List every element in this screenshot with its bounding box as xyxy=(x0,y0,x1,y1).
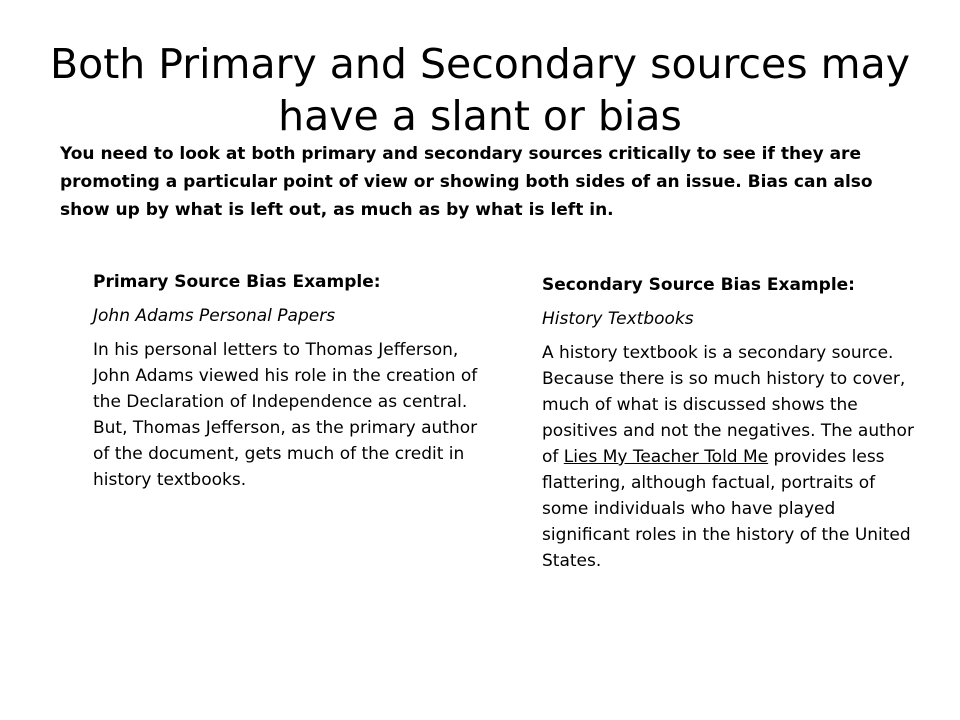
primary-heading: Primary Source Bias Example: xyxy=(93,272,381,292)
secondary-subheading: History Textbooks xyxy=(542,309,694,329)
secondary-body-after: provides less flattering, although factual, portraits of some individuals who have played significant roles in the history of the United States. xyxy=(542,447,911,571)
slide-title: Both Primary and Secondary sources may have a slant or bias xyxy=(50,40,910,140)
book-title-link: Lies My Teacher Told Me xyxy=(563,447,769,467)
secondary-heading: Secondary Source Bias Example: xyxy=(542,275,855,295)
primary-source-column xyxy=(93,269,478,493)
secondary-body-before: A history textbook is a secondary source. Because there is so much history to cover, much of what is discussed shows the positives and not the negatives. The author of xyxy=(542,343,914,467)
intro-paragraph: You need to look at both primary and secondary sources critically to see if they are promoting a particular point of view or showing both sides of an issue. Bias can also show up by what is left out, as much as by what is left in. xyxy=(60,144,873,220)
secondary-source-column xyxy=(542,272,917,574)
secondary-body xyxy=(542,340,917,574)
primary-body: In his personal letters to Thomas Jefferson, John Adams viewed his role in the creation of the Declaration of Independence as central. But, Thomas Jefferson, as the primary author of the document, gets much of the credit in history textbooks. xyxy=(93,340,478,490)
primary-subheading: John Adams Personal Papers xyxy=(93,306,336,326)
